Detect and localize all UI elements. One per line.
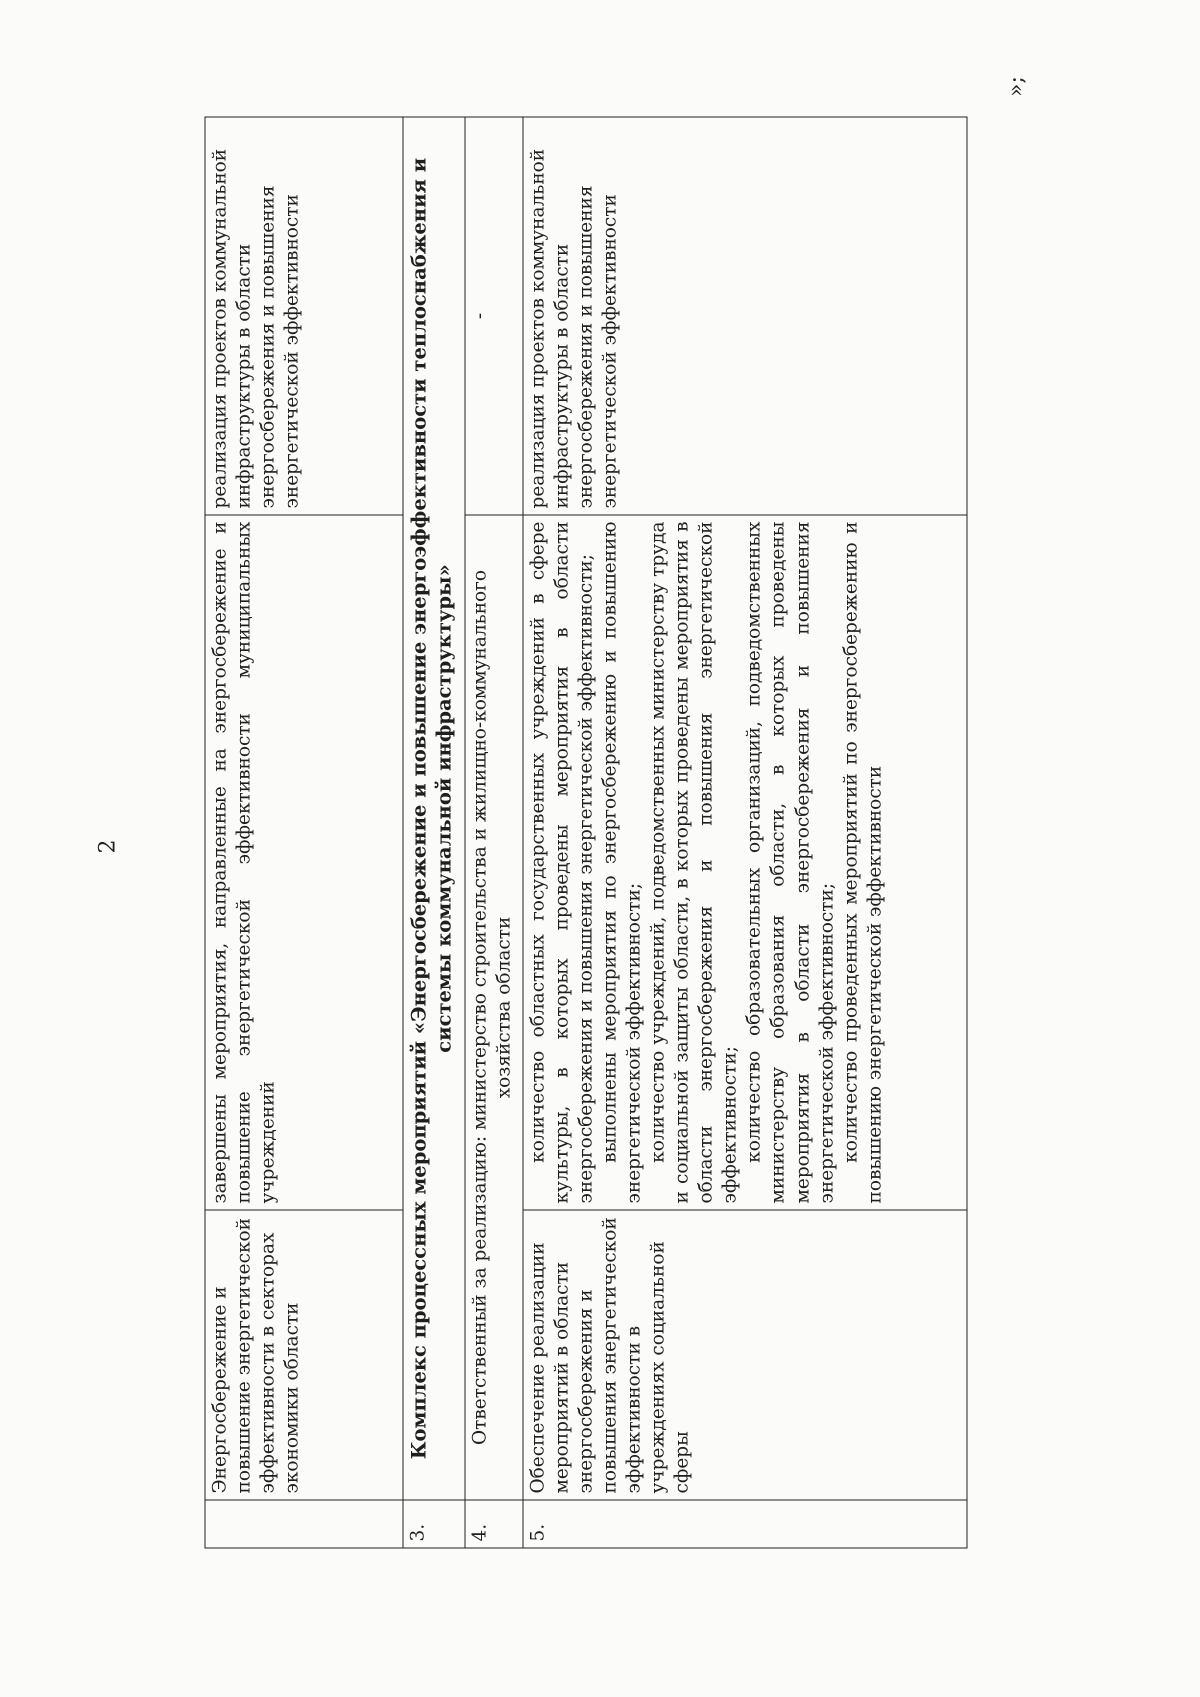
closing-quote-mark: »;: [1003, 76, 1029, 97]
rotated-table-wrapper: [204, 117, 967, 1548]
indicator-item: количество учреждений, подведомственных министерству труда и социальной защиты области, в которых проведены мероприятия в области энергосбережения и повышения энергетической эффективности;: [647, 521, 741, 1204]
row-number-cell: 5.: [523, 1500, 967, 1548]
indicator-item: выполнены мероприятия по энергосбережению и повышению энергетической эффективности;: [599, 521, 645, 1204]
activities-table: [205, 117, 968, 1549]
indicator-item: количество проведенных мероприятий по энергосбережению и повышению энергетической эффективности: [840, 521, 886, 1204]
section-title-cell: Комплекс процессных мероприятий «Энергосбережение и повышение энергоэффективности теплоснабжения и системы коммунальной инфраструктуры»: [403, 117, 465, 1500]
task-cell: Энергосбережение и повышение энергетической эффективности в секторах экономики области: [205, 1210, 403, 1500]
table-row-section-3: [403, 117, 465, 1548]
link-cell: -: [465, 117, 523, 515]
row-number-cell: 3.: [403, 1500, 465, 1548]
responsible-cell: Ответственный за реализацию: министерство строительства и жилищно-коммунального хозяйства области: [465, 515, 523, 1500]
row-number-cell: [205, 1500, 403, 1548]
indicator-cell: завершены мероприятия, направленные на энергосбережение и повышение энергетической эффективности муниципальных учреждений: [205, 515, 403, 1210]
row-number-cell: 4.: [465, 1500, 523, 1548]
task-cell: Обеспечение реализации мероприятий в области энергосбережения и повышения энергетической эффективности в учреждениях социальной сферы: [523, 1210, 967, 1500]
table-row-continued: [205, 117, 403, 1548]
table-row-4: [465, 117, 523, 1548]
link-cell: реализация проектов коммунальной инфраструктуры в области энергосбережения и повышения энергетической эффективности: [205, 117, 403, 515]
page-number: 2: [95, 839, 121, 854]
indicator-item: количество образовательных организаций, подведомственных министерству образования области, в которых проведены мероприятия в области энергосбережения и повышения энергетической эффективности;: [743, 521, 838, 1204]
link-cell: реализация проектов коммунальной инфраструктуры в области энергосбережения и повышения энергетической эффективности: [523, 117, 967, 515]
table-row-5: [523, 117, 967, 1548]
indicator-item: количество областных государственных учреждений в сфере культуры, в которых проведены мероприятия в области энергосбережения и повышения энергетической эффективности;: [527, 521, 597, 1204]
indicator-cell: [523, 515, 967, 1210]
